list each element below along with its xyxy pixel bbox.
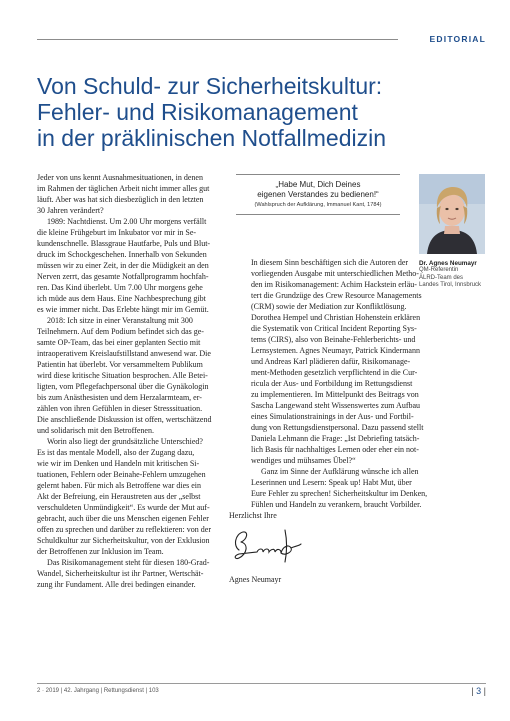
text-line: 1989: Nachtdienst. Um 2.00 Uhr morgens verfällt xyxy=(47,217,207,226)
page-number xyxy=(471,686,486,696)
text-line: 2018: Ich sitze in einer Veranstaltung mit 300 xyxy=(47,316,193,325)
text-line: wendiges und mühsames Übel?“ xyxy=(251,456,356,465)
text-line: samte OP-Team, das bei einer geplanten Sectio mit xyxy=(37,338,201,347)
text-line: Leserinnen und Lesern: Speak up! Habt Mut, über xyxy=(251,478,412,487)
quote-source: (Wahlspruch der Aufklärung, Immanuel Kant, 1784) xyxy=(254,202,382,208)
title-line: in der präklinischen Notfallmedizin xyxy=(37,125,386,151)
text-line: zung ihr Fundament. Alle drei bedingen einander. xyxy=(37,580,196,589)
text-line: Ganz im Sinne der Aufklärung wünsche ich allen xyxy=(261,467,419,476)
title-line: Fehler- und Risikomanagement xyxy=(37,99,358,125)
quote-rule-top xyxy=(236,174,400,175)
title-line: Von Schuld- zur Sicherheitskultur: xyxy=(37,73,383,99)
text-line: vorliegenden Ausgabe mit unterschiedlichen Metho- xyxy=(251,269,419,278)
text-line: ment-Methoden gesetzlich verpflichtend in die Cur- xyxy=(251,368,418,377)
text-line: tuationen, Fehlern oder Beinahe-Fehlern umzugehen xyxy=(37,470,206,479)
author-role-line: Landes Tirol, Innsbruck xyxy=(419,281,482,288)
text-line: der Betroffenen zur Inklusion im Team. xyxy=(37,547,164,556)
text-line: Das Risikomanagement steht für diesen 180-Grad- xyxy=(47,558,210,567)
text-line: dung von Rettungsdienstpersonal. Dazu passend stellt xyxy=(251,423,424,432)
text-line: läuft. Aber was hat sich diesbezüglich in den letzten xyxy=(37,195,204,204)
text-line: den im Risikomanagement: Achim Hackstein erläu- xyxy=(251,280,417,289)
text-line: Patientin hat überlebt. Vor versammeltem Publikum xyxy=(37,360,203,369)
closing-signer: Agnes Neumayr xyxy=(229,575,282,584)
text-line: zu implementieren. Im Mittelpunkt des Beitrags von xyxy=(251,390,419,399)
text-line: ren. Das Kind überlebt. Um 7.00 Uhr morgens gehe xyxy=(37,283,203,292)
epigraph xyxy=(236,174,400,215)
text-line: lich Basis für nachhaltiges Lernen oder eher ein not- xyxy=(251,445,419,454)
text-line: Sascha Langewand steht Wissenswertes zum Aufbau xyxy=(251,401,421,410)
section-label: EDITORIAL xyxy=(429,34,486,44)
author-role-line: QM-Referentin xyxy=(419,267,459,274)
text-line: offen zu sprechen und darüber zu reflektieren: von der xyxy=(37,525,211,534)
footer-citation: 2 · 2019 | 42. Jahrgang | Rettungsdienst | 103 xyxy=(37,688,159,694)
text-line: (CRM) sowie der Mediation zur Konfliktlösung. xyxy=(251,302,407,311)
text-line: Lernsystemen. Agnes Neumayr, Patrick Kindermann xyxy=(251,346,420,355)
article-title xyxy=(37,73,497,151)
text-line: gebracht, auch über die uns Menschen eigenen Fehler xyxy=(37,514,209,523)
text-line: Worin also liegt der grundsätzliche Unterschied? xyxy=(47,437,203,446)
text-line: wie wir im Denken und Handeln mit kritischen Si- xyxy=(37,459,200,468)
text-line: bis zum Anästhesisten und dem Herzalarmteam, er- xyxy=(37,393,202,402)
text-line: ligten, vom Pflegefachpersonal über die Gynäkologin xyxy=(37,382,209,391)
text-line: verschuldeten Unmündigkeit“. Es wurde der Mut auf- xyxy=(37,503,210,512)
text-line: zählen von ihren Gefühlen in dieser Stresssituation. xyxy=(37,404,203,413)
author-role-line: ÄLRD-Team des xyxy=(419,274,464,281)
author-caption xyxy=(419,260,499,289)
text-line: wird diese kritische Situation besprochen. Alle Betei- xyxy=(37,371,208,380)
text-line: Jeder von uns kennt Ausnahmesituationen, in denen xyxy=(37,173,203,182)
text-line: die Systematik von Critical Incident Reporting Sys- xyxy=(251,324,417,333)
page-number-prefix: | xyxy=(471,686,477,696)
text-line: Die anschließende Diskussion ist offen, wertschätzend xyxy=(37,415,212,424)
text-line: Teilnehmern. Auf dem Podium befindet sich das ge- xyxy=(37,327,204,336)
text-line: ich müde aus dem Haus. Eine Nachbesprechung gibt xyxy=(37,294,206,303)
text-line: Dorothea Hempel und Christian Hohenstein erklären xyxy=(251,313,421,322)
text-line: Fühlen und Handeln zu verankern, braucht Vorbilder. xyxy=(251,500,422,509)
section-header xyxy=(0,29,510,49)
text-line: Akt der Befreiung, ein Heraustreten aus der „selbst xyxy=(37,492,201,501)
text-line: druck im Schockgeschehen. Innerhalb von Sekunden xyxy=(37,250,207,259)
text-line: und Andreas Karl plädieren dafür, Risikomanage- xyxy=(251,357,411,366)
portrait-image xyxy=(419,174,485,254)
text-line: tems (CIRS), also von Beinahe-Fehlerberichts- und xyxy=(251,335,416,344)
text-line: Es ist das mentale Modell, also der Zugang dazu, xyxy=(37,448,195,457)
footer-rule xyxy=(37,683,486,684)
text-line: Daniela Lehmann die Frage: „Ist Debriefing tatsäch- xyxy=(251,434,420,443)
text-line: 30 Jahren verändert? xyxy=(37,206,104,215)
author-name: Dr. Agnes Neumayr xyxy=(419,260,477,267)
text-line: Schuldkultur zur Sicherheitskultur, von der Exklusion xyxy=(37,536,210,545)
text-line: Wandel, Sicherheitskultur ist ihr Partner, Wertschät- xyxy=(37,569,204,578)
text-line: tert die Grundzüge des Crew Resource Managements xyxy=(251,291,422,300)
header-rule xyxy=(37,39,398,40)
text-line: im Rahmen der täglichen Arbeit nicht immer alles gut xyxy=(37,184,210,193)
page-number-suffix: | xyxy=(481,686,486,696)
page-number-value: 3 xyxy=(476,686,482,696)
text-line: gelernt haben. Für mich als Betroffene war dies ein xyxy=(37,481,202,490)
handwritten-signature xyxy=(229,522,309,564)
text-line: die kleine Frühgeburt im Inkubator vor mir in Se- xyxy=(37,228,197,237)
quote-line: „Habe Mut, Dich Deines xyxy=(275,180,361,189)
text-line: kundenschnelle. Blassgraue Hautfarbe, Puls und Blut- xyxy=(37,239,211,248)
closing-greeting: Herzlichst Ihre xyxy=(229,511,277,520)
author-photo xyxy=(419,174,485,254)
body-column-right xyxy=(251,257,428,510)
text-line: Nerven zerrt, das gesamte Notfallprogramm hochfah- xyxy=(37,272,209,281)
text-line: und solidarisch mit den Betroffenen. xyxy=(37,426,154,435)
text-line: In diesem Sinn beschäftigen sich die Autoren der xyxy=(251,258,409,267)
text-line: eines Simulationstrainings in der Aus- und Fortbil- xyxy=(251,412,414,421)
text-line: es wie immer nicht. Das Erlebte hängt mir im Gemüt. xyxy=(37,305,209,314)
text-line: ricula der Aus- und Fortbildung im Rettungsdienst xyxy=(251,379,413,388)
text-line: müssen wir zu einer Zeit, in der die Müdigkeit an den xyxy=(37,261,209,270)
body-column-left xyxy=(37,172,231,590)
text-line: intraoperativem Kreislaufstillstand anwesend war. Die xyxy=(37,349,211,358)
quote-line: eigenen Verstandes zu bedienen!“ xyxy=(257,190,379,199)
quote-rule-bottom xyxy=(236,214,400,215)
text-line: Eure Fehler zu sprechen! Sicherheitskultur im Denken, xyxy=(251,489,428,498)
